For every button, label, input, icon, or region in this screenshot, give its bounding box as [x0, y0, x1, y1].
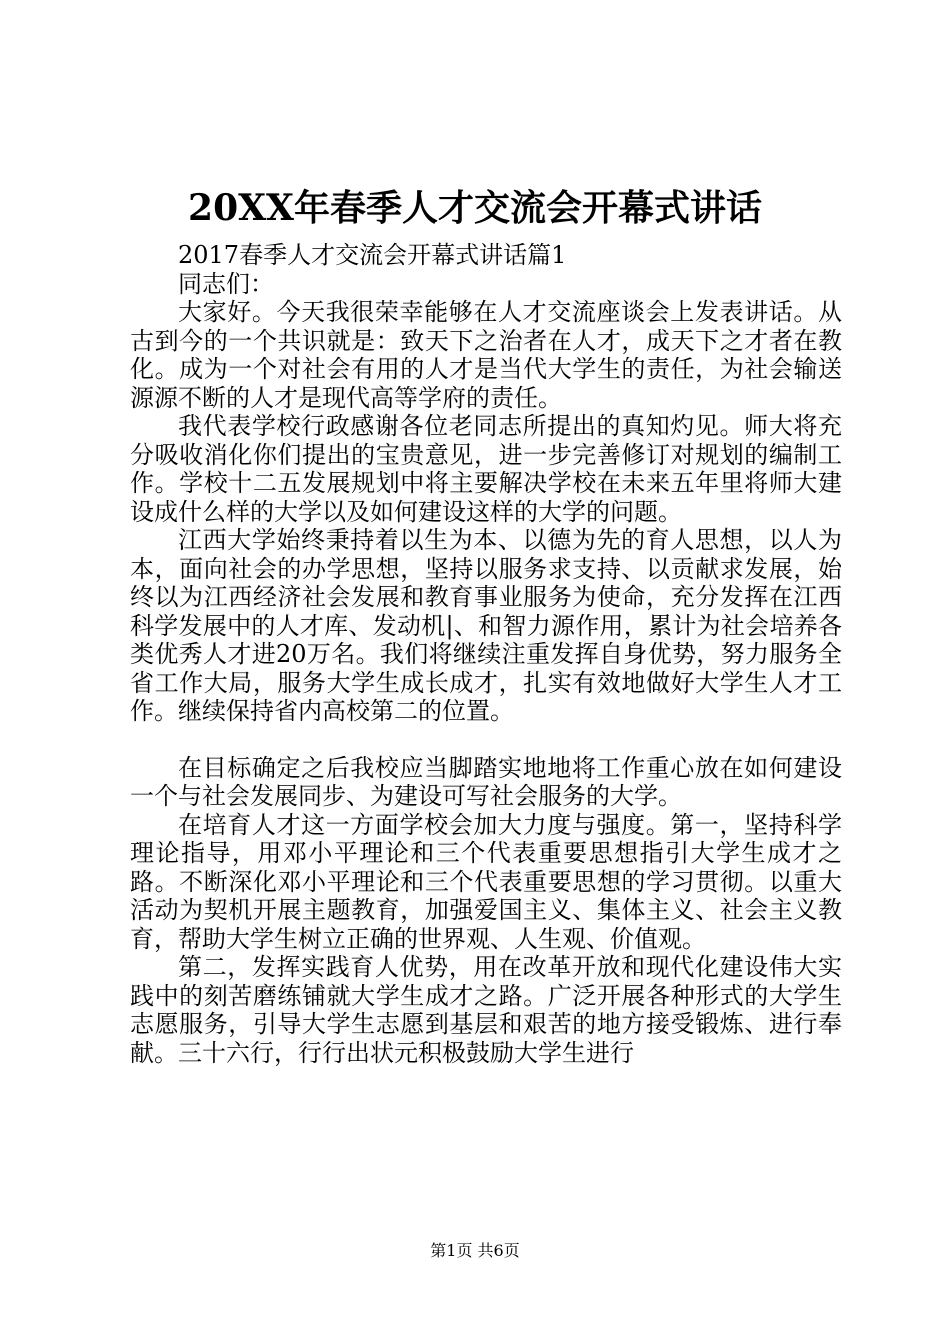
document-title: 20XX年春季人才交流会开幕式讲话 — [188, 187, 762, 229]
paragraph: 在培育人才这一方面学校会加大力度与强度。第一，坚持科学理论指导，用邓小平理论和三个代表重要思想指引大学生成才之路。不断深化邓小平理论和三个代表重要思想的学习贯彻。以重大活动为契机开展主题教育，加强爱国主义、集体主义、社会主义教育，帮助大学生树立正确的世界观、人生观、价值观。 — [130, 810, 842, 953]
document-body — [130, 241, 842, 1067]
salutation-line: 同志们： — [178, 269, 274, 298]
paragraph: 江西大学始终秉持着以生为本、以德为先的育人思想，以人为本，面向社会的办学思想，坚持以服务求支持、以贡献求发展，始终以为江西经济社会发展和教育事业服务为使命，充分发挥在江西科学发展中的人才库、发动机|、和智力源作用，累计为社会培养各类优秀人才进20万名。我们将继续注重发挥自身优势，努力服务全省工作大局，服务大学生成长成才，扎实有效地做好大学生人才工作。继续保持省内高校第二的位置。 — [130, 526, 842, 725]
page-footer: 第1页 共6页 — [430, 1241, 520, 1260]
paragraph: 第二，发挥实践育人优势，用在改革开放和现代化建设伟大实践中的刻苦磨练铺就大学生成才之路。广泛开展各种形式的大学生志愿服务，引导大学生志愿到基层和艰苦的地方接受锻炼、进行奉献。三十六行，行行出状元积极鼓励大学生进行 — [130, 953, 842, 1067]
paragraph: 我代表学校行政感谢各位老同志所提出的真知灼见。师大将充分吸收消化你们提出的宝贵意见，进一步完善修订对规划的编制工作。学校十二五发展规划中将主要解决学校在未来五年里将师大建设成什么样的大学以及如何建设这样的大学的问题。 — [130, 412, 842, 526]
subtitle-line: 2017春季人才交流会开幕式讲话篇1 — [178, 241, 567, 269]
paragraph: 大家好。今天我很荣幸能够在人才交流座谈会上发表讲话。从古到今的一个共识就是：致天下之治者在人才，成天下之才者在教化。成为一个对社会有用的人才是当代大学生的责任，为社会输送源源不断的人才是现代高等学府的责任。 — [130, 298, 842, 412]
paragraph: 在目标确定之后我校应当脚踏实地地将工作重心放在如何建设一个与社会发展同步、为建设可写社会服务的大学。 — [130, 753, 842, 810]
